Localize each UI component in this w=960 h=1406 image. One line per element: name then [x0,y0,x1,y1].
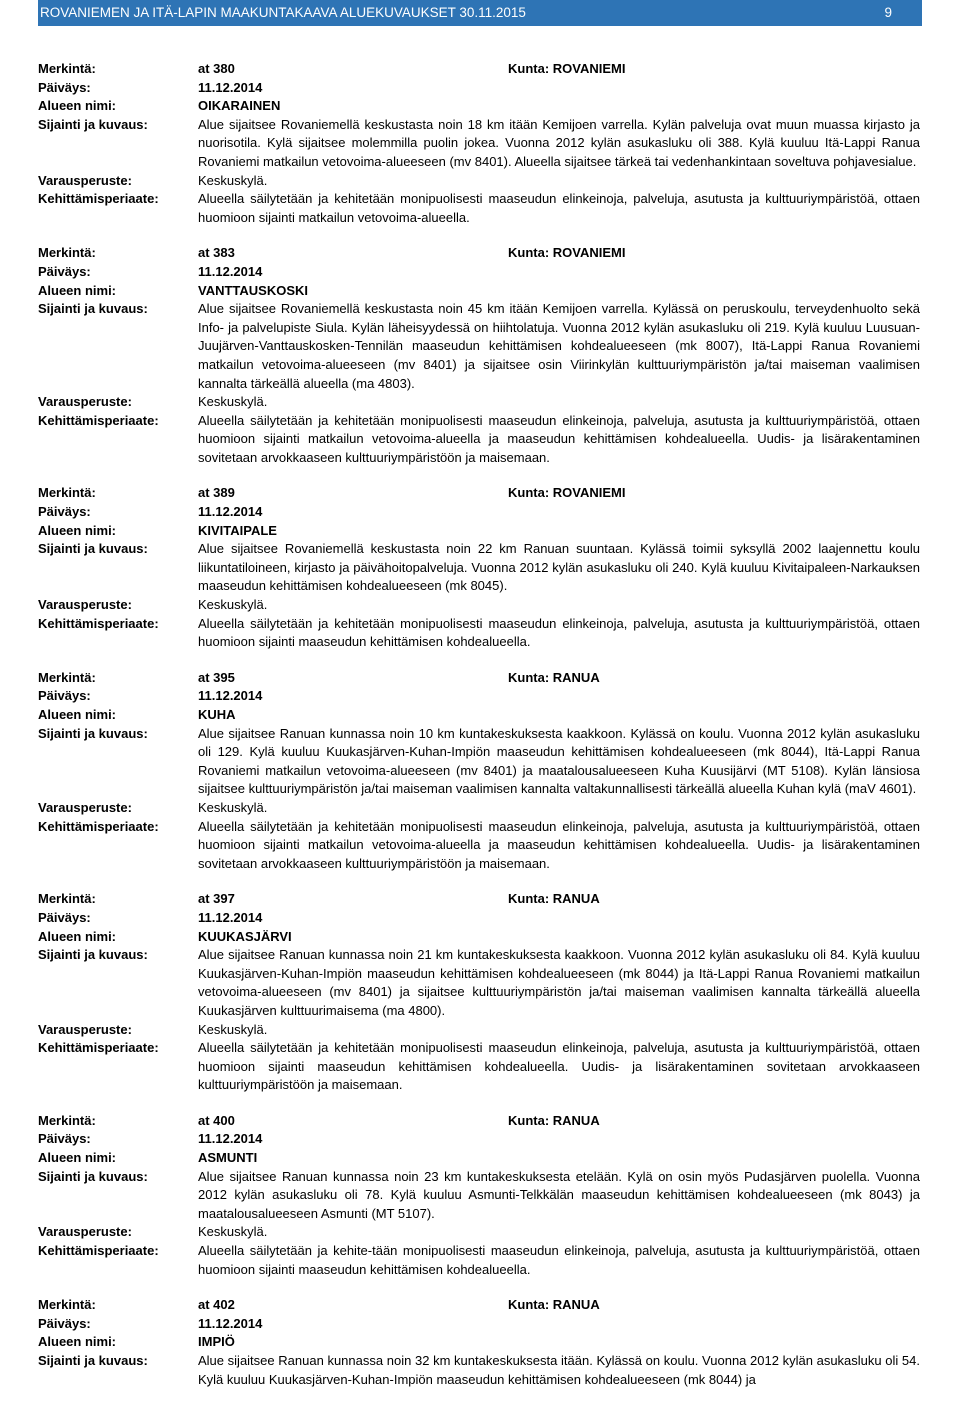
label-sijainti: Sijainti ja kuvaus: [38,1168,148,1184]
entry-kehittamisperiaate: Alueella säilytetään ja kehitetään monipuolisesti maaseudun elinkeinoja, palveluja, asutusta ja kulttuuriympäristöä, ottaen huomioon sijainti matkailun vetovoima-alueella ja maaseudun kehittämisen kohdealueella. Uudis- ja lisärakentaminen sovitetaan arvokkaaseen kulttuuriympäristöön ja maisemaan. [198,818,920,871]
entry-paivays: 11.12.2014 [198,263,263,279]
label-paivays: Päiväys: [38,79,91,95]
entry-paivays: 11.12.2014 [198,79,263,95]
label-alueen-nimi: Alueen nimi: [38,1150,117,1166]
entry-merkinta: at 395 [198,669,235,685]
entry-varausperuste: Keskuskylä. [198,597,268,613]
label-alueen-nimi: Alueen nimi: [38,707,117,722]
label-varausperuste: Varausperuste: [38,394,132,410]
entry-merkinta: at 397 [198,891,235,907]
page-header [38,0,922,26]
label-kehittamisperiaate: Kehittämisperiaate: [38,818,159,834]
entry-paivays: 11.12.2014 [198,909,263,925]
label-paivays: Päiväys: [38,909,91,925]
label-varausperuste: Varausperuste: [38,172,132,188]
entry-nimi: IMPIÖ [198,1334,235,1350]
label-sijainti: Sijainti ja kuvaus: [38,301,148,317]
entry-kunta: Kunta: RANUA [508,1297,600,1313]
label-alueen-nimi: Alueen nimi: [38,522,117,538]
label-kehittamisperiaate: Kehittämisperiaate: [38,412,159,428]
entry-sijainti: Alue sijaitsee Ranuan kunnassa noin 32 km kuntakeskuksesta itään. Kylässä on koulu. Vuonna 2012 kylän asukasluku oli 54. Kylä kuuluu Kuukasjärven-Kuhan-Impiön maaseudun kehittämisen kohdealueeseen (mk 8044) ja [198,1353,920,1387]
label-paivays: Päiväys: [38,504,91,520]
entry-merkinta: at 402 [198,1297,235,1313]
label-merkinta: Merkintä: [38,245,96,261]
entry-merkinta: at 383 [198,245,235,261]
label-sijainti: Sijainti ja kuvaus: [38,116,148,132]
label-sijainti: Sijainti ja kuvaus: [38,541,148,557]
label-kehittamisperiaate: Kehittämisperiaate: [38,1243,159,1259]
label-merkinta: Merkintä: [38,669,96,685]
entry-paivays: 11.12.2014 [198,688,263,704]
entry-at-383 [38,244,920,467]
label-merkinta: Merkintä: [38,485,96,501]
entry-kunta: Kunta: RANUA [508,669,600,685]
label-merkinta: Merkintä: [38,61,96,76]
label-sijainti: Sijainti ja kuvaus: [38,1353,148,1368]
label-merkinta: Merkintä: [38,1297,96,1313]
label-merkinta: Merkintä: [38,891,96,907]
label-varausperuste: Varausperuste: [38,799,132,815]
entry-paivays: 11.12.2014 [198,1131,263,1147]
entry-paivays: 11.12.2014 [198,1315,263,1331]
entry-kunta: Kunta: RANUA [508,1112,600,1128]
label-paivays: Päiväys: [38,688,91,704]
label-paivays: Päiväys: [38,1131,91,1147]
header-title: ROVANIEMEN JA ITÄ-LAPIN MAAKUNTAKAAVA ALUEKUVAUKSET 30.11.2015 [40,5,526,20]
label-sijainti: Sijainti ja kuvaus: [38,947,148,963]
label-alueen-nimi: Alueen nimi: [38,928,117,944]
entry-at-402 [38,1296,920,1389]
entry-varausperuste: Keskuskylä. [198,1021,268,1037]
entry-nimi: OIKARAINEN [198,98,281,114]
entry-paivays: 11.12.2014 [198,504,263,520]
entry-kunta: Kunta: ROVANIEMI [508,245,626,261]
label-alueen-nimi: Alueen nimi: [38,1334,117,1350]
entry-at-380 [38,60,920,227]
entry-sijainti: Alue sijaitsee Ranuan kunnassa noin 10 km kuntakeskuksesta kaakkoon. Kylässä on koulu. Vuonna 2012 kylän asukasluku oli 129. Kylä kuuluu Kuukasjärven-Kuhan-Impiön maaseudun kehittämisen kohdealueeseen (mk 8044), Itä-Lappi Ranua Rovaniemi matkailun vetovoima-alueeseen (mv 8401) ja maatalousalueeseen Kuha Kuusijärvi (MT 5108). Kylän länsiosa sijaitsee kulttuuriympäristön ja/tai maiseman vaalimisen kannalta valtakunnallisesti tärkeällä alueella Kuhan kylä (maV 4601). [198,725,920,797]
entry-nimi: VANTTAUSKOSKI [198,282,309,298]
entry-sijainti: Alue sijaitsee Rovaniemellä keskustasta noin 18 km itään Kemijoen varrella. Kylän palveluja ovat muun muassa kirjasto ja nuorisotila. Kylä sijaitsee molemmilla puolin jokea. Vuonna 2012 kylän asukasluku oli 388. Kylä kuuluu Itä-Lappi Ranua Rovaniemi matkailun vetovoima-alueeseen (mv 8401). Alueella sijaitsee tärkeä tai vedenhankintaan soveltuva pohjavesialue. [198,116,920,169]
entry-merkinta: at 400 [198,1112,235,1128]
entry-kehittamisperiaate: Alueella säilytetään ja kehitetään monipuolisesti maaseudun elinkeinoja, palveluja, asutusta ja kulttuuriympäristöä, ottaen huomioon sijainti maaseudun kehittämisen kohdealueella. Uudis- ja lisärakentaminen sovitetaan arvokkaaseen kulttuuriympäristöön ja maisemaan. [198,1040,920,1093]
label-kehittamisperiaate: Kehittämisperiaate: [38,1040,159,1056]
label-merkinta: Merkintä: [38,1112,96,1128]
entry-kunta: Kunta: ROVANIEMI [508,485,626,501]
entry-merkinta: at 389 [198,485,235,501]
entry-merkinta: at 380 [198,61,235,76]
entry-kehittamisperiaate: Alueella säilytetään ja kehitetään monipuolisesti maaseudun elinkeinoja, palveluja, asutusta ja kulttuuriympäristöä, ottaen huomioon sijainti matkailun vetovoima-alueella. [198,191,920,225]
entry-kunta: Kunta: ROVANIEMI [508,61,626,76]
entry-nimi: ASMUNTI [198,1150,258,1166]
entry-sijainti: Alue sijaitsee Ranuan kunnassa noin 21 km kuntakeskuksesta kaakkoon. Vuonna 2012 kylän asukasluku oli 84. Kylä kuuluu Kuukasjärven-Kuhan-Impiön maaseudun kehittämisen kohdealueeseen (mk 8044) ja Itä-Lappi Ranua Rovaniemi matkailun vetovoima-alueeseen (mv 8401) ja sijaitsee kulttuuriympäristön ja/tai maiseman vaalimisen kannalta tärkeällä alueella Kuukasjärven kulttuurimaisema (ma 4800). [198,947,920,1018]
entry-at-397 [38,890,920,1095]
label-varausperuste: Varausperuste: [38,1224,132,1240]
label-kehittamisperiaate: Kehittämisperiaate: [38,615,159,631]
entry-varausperuste: Keskuskylä. [198,799,268,815]
entry-kehittamisperiaate: Alueella säilytetään ja kehitetään monipuolisesti maaseudun elinkeinoja, palveluja, asutusta ja kulttuuriympäristöä, ottaen huomioon sijainti maaseudun kehittämisen kohdealueella. [198,615,920,650]
entry-varausperuste: Keskuskylä. [198,394,268,410]
label-alueen-nimi: Alueen nimi: [38,282,117,298]
entry-nimi: KIVITAIPALE [198,522,277,538]
entry-at-400 [38,1112,920,1279]
entry-at-389 [38,484,920,651]
entry-sijainti: Alue sijaitsee Rovaniemellä keskustasta noin 22 km Ranuan suuntaan. Kylässä toimii syksyllä 2002 laajennettu koulu liikuntatiloineen, kirjasto ja päivähoitopalveluja. Vuonna 2012 kylän asukasluku oli 240. Kylä kuuluu Kivitaipaleen-Narkauksen maaseudun kehittämisen kohdealueeseen (mk 8045). [198,541,920,594]
entry-varausperuste: Keskuskylä. [198,172,268,188]
label-varausperuste: Varausperuste: [38,597,132,613]
entry-kehittamisperiaate: Alueella säilytetään ja kehitetään monipuolisesti maaseudun elinkeinoja, palveluja, asutusta ja kulttuuriympäristöä, ottaen huomioon sijainti matkailun vetovoima-alueella ja maaseudun kehittämisen kohdealueella. Uudis- ja lisärakentaminen sovitetaan arvokkaaseen kulttuuriympäristöön ja maisemaan. [198,412,920,465]
entry-nimi: KUUKASJÄRVI [198,928,292,944]
entry-nimi: KUHA [198,707,236,722]
label-alueen-nimi: Alueen nimi: [38,98,117,114]
entry-varausperuste: Keskuskylä. [198,1224,268,1240]
label-kehittamisperiaate: Kehittämisperiaate: [38,191,159,207]
entry-at-395 [38,669,920,874]
entries-list [38,60,920,1406]
label-sijainti: Sijainti ja kuvaus: [38,725,148,741]
entry-kehittamisperiaate: Alueella säilytetään ja kehite-tään monipuolisesti maaseudun elinkeinoja, palveluja, asutusta ja kulttuuriympäristöä, ottaen huomioon sijainti maaseudun kehittämisen kohdealueella. [198,1243,920,1277]
label-paivays: Päiväys: [38,1315,91,1331]
entry-sijainti: Alue sijaitsee Ranuan kunnassa noin 23 km kuntakeskuksesta etelään. Kylä on osin myös Pudasjärven puolella. Vuonna 2012 kylän asukasluku oli 78. Kylä kuuluu Asmunti-Telkkälän maaseudun kehittämisen kohdealueeseen (mk 8043) ja maatalousalueeseen Asmunti (MT 5107). [198,1168,920,1221]
label-varausperuste: Varausperuste: [38,1021,132,1037]
entry-kunta: Kunta: RANUA [508,891,600,907]
page-number: 9 [884,5,892,20]
entry-sijainti: Alue sijaitsee Rovaniemellä keskustasta noin 45 km itään Kemijoen varrella. Kylässä on peruskoulu, terveydenhuolto sekä Info- ja palvelupiste Siula. Kylän läheisyydessä on hiihtolatuja. Vuonna 2012 kylän asukasluku oli 219. Kylä kuuluu Luusuan-Juujärven-Vanttauskosken-Tennilän maaseudun kehittämisen kohdealueeseen (mk 8007), Itä-Lappi Ranua Rovaniemi matkailun vetovoima-alueeseen (mv 8401) ja sijaitsee osin Viirinkylän kulttuuriympäristön ja/tai maiseman vaalimisen kannalta tärkeällä alueella (ma 4803). [198,301,920,391]
label-paivays: Päiväys: [38,263,91,279]
